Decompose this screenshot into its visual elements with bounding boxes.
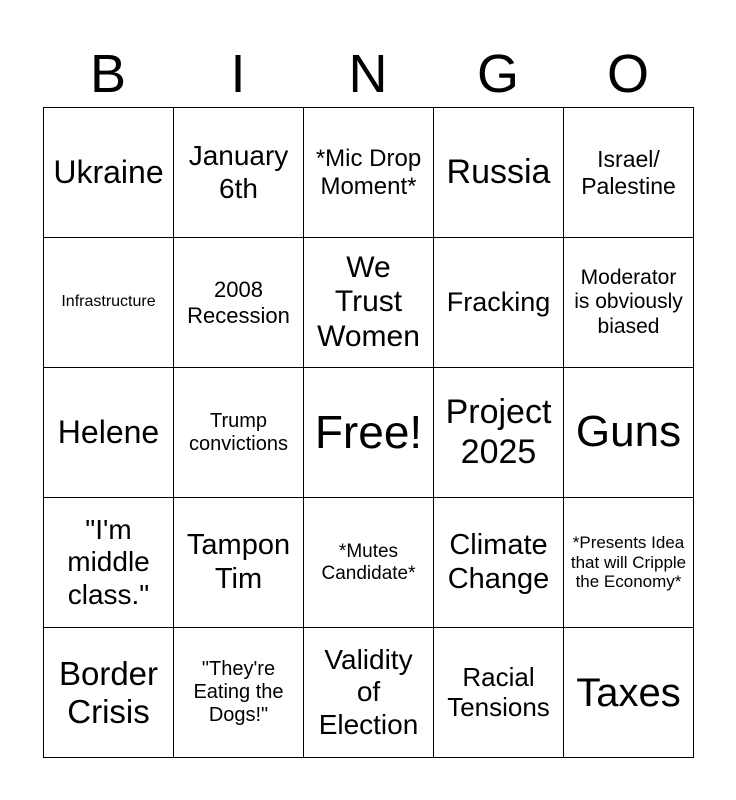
cell-text: We Trust Women [317,250,420,353]
cell-text: Fracking [446,286,551,317]
bingo-cell[interactable] [564,238,694,368]
bingo-cell[interactable] [44,498,174,628]
bingo-cell[interactable] [174,108,304,238]
cell-text: *Mutes Candidate* [321,540,416,584]
cell-text: Validity of Election [318,644,419,740]
cell-text: Border Crisis [58,654,159,730]
cell-text: "I'm middle class." [67,514,150,610]
bingo-cell[interactable] [564,108,694,238]
bingo-board [43,107,694,758]
cell-text: *Presents Idea that will Cripple the Economy* [570,533,687,592]
cell-text: 2008 Recession [187,277,290,328]
bingo-cell[interactable] [44,628,174,758]
bingo-cell[interactable] [44,108,174,238]
cell-text: Tampon Tim [186,529,291,595]
header-letter-n: N [348,44,388,104]
bingo-cell[interactable] [174,628,304,758]
bingo-cell[interactable] [304,108,434,238]
bingo-cell[interactable] [174,238,304,368]
bingo-cell[interactable] [174,498,304,628]
bingo-cell[interactable] [174,368,304,498]
header-letter-g: G [476,44,519,104]
cell-text: Moderator is obviously biased [574,266,683,338]
cell-text: Racial Tensions [447,661,550,722]
cell-text: Free! [314,406,423,459]
cell-text: Infrastructure [61,293,156,311]
bingo-cell[interactable] [434,628,564,758]
bingo-cell[interactable] [434,108,564,238]
cell-text: Taxes [576,670,681,715]
bingo-cell[interactable] [434,498,564,628]
bingo-header [43,40,693,108]
bingo-cell[interactable] [304,498,434,628]
cell-text: Israel/ Palestine [581,146,676,199]
cell-text: *Mic Drop Moment* [315,144,422,200]
bingo-cell[interactable] [564,498,694,628]
cell-text: Climate Change [447,529,550,595]
cell-text: Guns [575,407,682,457]
bingo-cell[interactable] [304,368,434,498]
header-letter-o: O [606,44,649,104]
bingo-cell[interactable] [304,238,434,368]
cell-text: "They're Eating the Dogs!" [193,658,284,726]
bingo-cell[interactable] [44,368,174,498]
bingo-cell[interactable] [304,628,434,758]
bingo-cell[interactable] [564,368,694,498]
cell-text: Ukraine [53,154,164,191]
bingo-cell[interactable] [434,238,564,368]
bingo-cell[interactable] [564,628,694,758]
cell-text: Trump convictions [189,409,288,455]
cell-text: Helene [57,414,160,451]
header-letter-i: I [230,44,246,104]
header-letter-b: B [89,44,127,104]
cell-text: Project 2025 [445,393,552,471]
bingo-cell[interactable] [434,368,564,498]
bingo-cell[interactable] [44,238,174,368]
cell-text: Russia [446,152,551,191]
cell-text: January 6th [188,140,289,204]
